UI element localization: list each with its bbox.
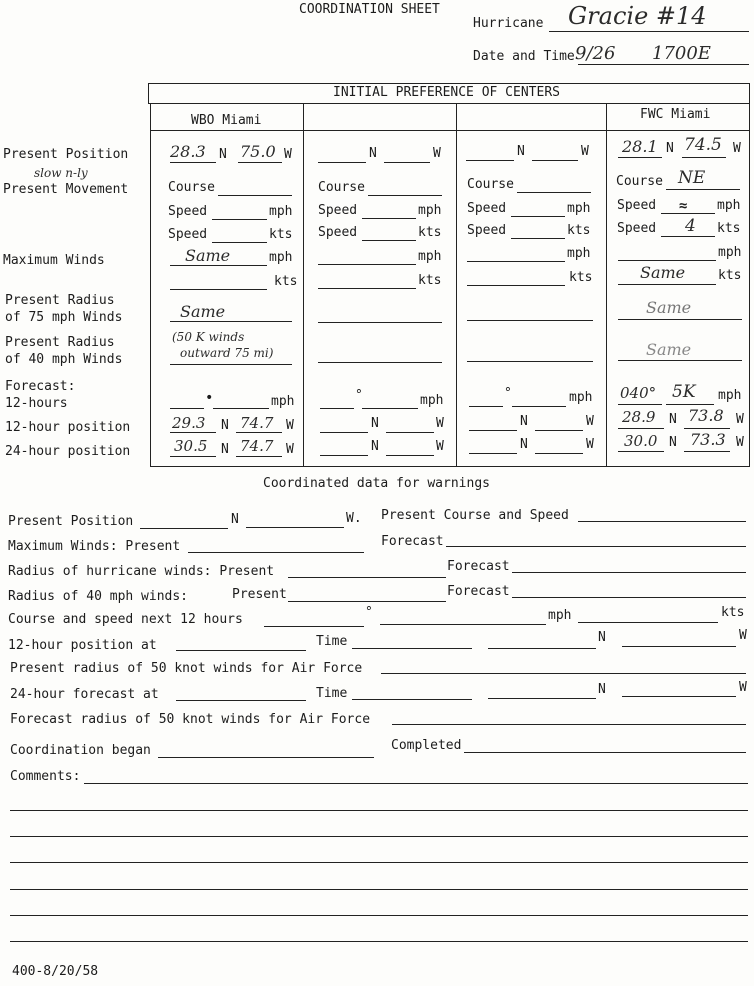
- coord-completed-field[interactable]: [464, 752, 746, 753]
- col2-w: W: [433, 146, 441, 161]
- fwc-maxwind-kts-field[interactable]: Same: [640, 263, 686, 282]
- fwc-mph-unit: mph: [717, 198, 741, 213]
- comments-line-3[interactable]: [10, 836, 748, 837]
- table-bottom-border: [150, 466, 750, 467]
- wbo-pos12-w: W: [286, 418, 294, 433]
- col2-pos24-lat-field[interactable]: [320, 455, 368, 456]
- table-left-border: [150, 103, 151, 467]
- coord-radius-hurricane-forecast-label: Forecast: [447, 559, 510, 574]
- hurricane-name-field[interactable]: Gracie #14: [568, 2, 707, 30]
- coord-course-12-dir-field[interactable]: [264, 626, 364, 627]
- fwc-fc-speed-line: [666, 404, 714, 405]
- col-header-wbo: WBO Miami: [191, 113, 262, 128]
- coord-fc-radius50-field[interactable]: [392, 724, 746, 725]
- label-radius40-line2: of 40 mph Winds: [5, 352, 123, 367]
- wbo-pos24-n: N: [221, 442, 229, 457]
- coord-fc24-n: N: [598, 682, 606, 697]
- coord-pos12-at-field[interactable]: [176, 650, 306, 651]
- table-top-border: [148, 83, 749, 84]
- coord-course-12-mph-field[interactable]: [380, 624, 546, 625]
- wbo-pos24-lon-line: [236, 456, 282, 457]
- wbo-pos12-lon[interactable]: 74.7: [240, 414, 274, 432]
- col2-pos12-lon-field[interactable]: [386, 432, 434, 433]
- col3-w: W: [581, 144, 589, 159]
- col2-maxwind-kts-unit: kts: [418, 273, 442, 288]
- movement-note: slow n-ly: [34, 166, 88, 180]
- coord-course-speed-label: Present Course and Speed: [381, 508, 569, 523]
- wbo-maxwind-mph-line: [170, 265, 267, 266]
- wbo-speed-kts-field[interactable]: [212, 242, 267, 243]
- col3-fc-dir-field[interactable]: [469, 406, 503, 407]
- wbo-mph-unit: mph: [269, 204, 293, 219]
- fwc-maxwind-mph-unit: mph: [718, 245, 742, 260]
- coord-fc24-label: 24-hour forecast at: [10, 687, 159, 702]
- col3-lat-field[interactable]: [466, 160, 514, 161]
- col3-speed-mph-label: Speed: [467, 201, 507, 216]
- table-col-divider-2: [456, 103, 457, 467]
- col3-pos12-lat-field[interactable]: [469, 430, 517, 431]
- col3-fc-mph-unit: mph: [569, 390, 593, 405]
- label-maximum-winds: Maximum Winds: [3, 253, 105, 268]
- col3-pos12-lon-field[interactable]: [535, 430, 583, 431]
- wbo-speed-mph-label: Speed: [168, 204, 208, 219]
- time-field[interactable]: 1700E: [652, 43, 711, 64]
- fwc-speed-mph-field[interactable]: [661, 213, 715, 214]
- col3-speed-mph-field[interactable]: [511, 216, 565, 217]
- coord-max-winds-label: Maximum Winds: Present: [8, 539, 181, 554]
- sheet-title: COORDINATION SHEET: [299, 2, 440, 17]
- coord-fc-radius50-label: Forecast radius of 50 knot winds for Air Force: [10, 712, 371, 727]
- col2-n: N: [369, 146, 377, 161]
- wbo-maxwind-kts-field[interactable]: [170, 289, 267, 290]
- col2-radius40-field[interactable]: [318, 362, 442, 363]
- col2-pos24-n: N: [371, 439, 379, 454]
- wbo-radius75-line: [170, 321, 292, 322]
- col2-course-label: Course: [318, 180, 365, 195]
- fwc-radius75-line: [618, 319, 742, 320]
- date-time-label: Date and Time: [473, 49, 575, 64]
- wbo-lat-line: [170, 162, 216, 163]
- col2-fc-dir-field[interactable]: [320, 408, 354, 409]
- col3-pos24-lon-field[interactable]: [535, 453, 583, 454]
- label-radius40-line1: Present Radius: [5, 335, 115, 350]
- wbo-lon-field[interactable]: 75.0: [240, 142, 276, 161]
- col3-maxwind-mph-unit: mph: [567, 246, 591, 261]
- col2-radius75-field[interactable]: [318, 322, 442, 323]
- fwc-radius40-field[interactable]: Same: [646, 340, 692, 359]
- wbo-pos12-lon-line: [236, 432, 282, 433]
- col2-pos12-lat-field[interactable]: [320, 432, 368, 433]
- wbo-kts-unit: kts: [269, 227, 293, 242]
- comments-line-6[interactable]: [10, 915, 748, 916]
- fwc-lat-field[interactable]: 28.1: [622, 137, 658, 156]
- col2-pos12-n: N: [371, 416, 379, 431]
- col3-n: N: [517, 144, 525, 159]
- wbo-fc-dir-field[interactable]: [170, 408, 204, 409]
- fwc-radius75-field[interactable]: Same: [646, 298, 692, 317]
- col3-lon-field[interactable]: [532, 160, 578, 161]
- coord-course-12-mph-unit: mph: [548, 608, 572, 623]
- coord-pos12-time-label: Time: [316, 634, 348, 649]
- wbo-lat-field[interactable]: 28.3: [170, 142, 206, 161]
- coord-pos12-label: 12-hour position at: [8, 638, 157, 653]
- fwc-pos24-w: W: [736, 435, 744, 450]
- comments-line-2[interactable]: [10, 810, 748, 811]
- col3-speed-kts-field[interactable]: [511, 238, 565, 239]
- col3-maxwind-kts-unit: kts: [569, 270, 593, 285]
- coord-radius40-present-label: Present: [232, 587, 287, 602]
- col2-maxwind-mph-unit: mph: [418, 249, 442, 264]
- coord-radius40-present-field[interactable]: [288, 601, 446, 602]
- fwc-pos24-lon-line: [684, 451, 730, 452]
- coord-present-position-label: Present Position: [8, 514, 134, 529]
- col2-speed-mph-field[interactable]: [362, 218, 416, 219]
- label-12-hour-position: 12-hour position: [5, 420, 131, 435]
- col3-speed-kts-label: Speed: [467, 223, 507, 238]
- coord-radius40-forecast-label: Forecast: [447, 584, 510, 599]
- coord-radius50-field[interactable]: [381, 673, 746, 674]
- col2-kts-unit: kts: [418, 225, 442, 240]
- coordinated-heading: Coordinated data for warnings: [263, 476, 490, 491]
- wbo-pos12-n: N: [221, 418, 229, 433]
- wbo-course-field[interactable]: [218, 195, 292, 196]
- col3-pos12-w: W: [586, 414, 594, 429]
- fwc-pos24-lat[interactable]: 30.0: [624, 432, 658, 450]
- wbo-radius40-field-line2[interactable]: outward 75 mi): [180, 346, 274, 360]
- coord-course-12-kts-field[interactable]: [578, 622, 718, 623]
- fwc-w: W: [733, 141, 741, 156]
- wbo-pos24-lat-line: [170, 456, 216, 457]
- date-field[interactable]: 9/26: [575, 43, 616, 64]
- col2-course-field[interactable]: [368, 195, 442, 196]
- wbo-pos24-w: W: [286, 442, 294, 457]
- col2-fc-mph-unit: mph: [420, 393, 444, 408]
- fwc-fc-speed-field[interactable]: 5K: [672, 382, 696, 402]
- coord-max-winds-forecast-field[interactable]: [446, 546, 746, 547]
- fwc-fc-dir-field[interactable]: 040°: [620, 384, 657, 402]
- hurricane-field-line: [549, 31, 749, 32]
- coord-pos-lat-field[interactable]: [140, 528, 228, 529]
- fwc-lat-line: [618, 157, 662, 158]
- col2-pos24-lon-field[interactable]: [386, 455, 434, 456]
- col2-pos12-w: W: [436, 416, 444, 431]
- coord-max-winds-forecast-label: Forecast: [381, 534, 444, 549]
- date-field-line: [578, 64, 749, 65]
- col2-lat-field[interactable]: [318, 162, 366, 163]
- coord-radius50-label: Present radius of 50 knot winds for Air Force: [10, 661, 363, 676]
- coord-course-speed-field[interactable]: [578, 521, 746, 522]
- fwc-course-line: [666, 189, 740, 190]
- col2-speed-kts-label: Speed: [318, 225, 358, 240]
- wbo-fc-speed-field[interactable]: [213, 408, 269, 409]
- hurricane-label: Hurricane: [473, 16, 544, 31]
- fwc-radius40-line: [618, 360, 742, 361]
- table-title: INITIAL PREFERENCE OF CENTERS: [333, 85, 560, 100]
- form-id: 400-8/20/58: [12, 964, 99, 979]
- col3-maxwind-kts-field[interactable]: [467, 285, 565, 286]
- fwc-lon-line: [682, 157, 726, 158]
- col2-maxwind-mph-field[interactable]: [318, 264, 416, 265]
- wbo-radius40-line: [170, 364, 292, 365]
- col3-radius40-field[interactable]: [467, 361, 593, 362]
- col3-pos12-n: N: [520, 414, 528, 429]
- coord-pos-w: W.: [346, 511, 362, 526]
- fwc-fc-mph-unit: mph: [718, 388, 742, 403]
- coord-pos12-lat-field[interactable]: [488, 648, 596, 649]
- wbo-fc-dot: •: [205, 390, 214, 406]
- coord-radius40-label: Radius of 40 mph winds:: [8, 589, 189, 604]
- coord-fc24-lat-field[interactable]: [488, 698, 596, 699]
- col-header-fwc: FWC Miami: [640, 107, 711, 122]
- fwc-kts-unit: kts: [717, 221, 741, 236]
- wbo-w: W: [284, 147, 292, 162]
- label-present-position: Present Position: [3, 147, 129, 162]
- table-left-border-top: [148, 83, 149, 104]
- wbo-fc-mph-unit: mph: [271, 394, 295, 409]
- coord-pos12-time-field[interactable]: [352, 648, 472, 649]
- coord-course-speed-12-label: Course and speed next 12 hours: [8, 612, 243, 627]
- coord-began-label: Coordination began: [10, 743, 151, 758]
- table-col-divider-3: [606, 103, 607, 467]
- fwc-speed-scribble: ≈: [679, 198, 688, 214]
- wbo-speed-kts-label: Speed: [168, 227, 208, 242]
- coord-pos12-n: N: [598, 630, 606, 645]
- comments-label: Comments:: [10, 769, 81, 784]
- col2-lon-field[interactable]: [384, 162, 430, 163]
- coord-fc24-w: W: [739, 680, 747, 695]
- wbo-radius40-field-line1[interactable]: (50 K winds: [172, 330, 245, 344]
- wbo-speed-mph-field[interactable]: [212, 219, 267, 220]
- col3-mph-unit: mph: [567, 201, 591, 216]
- table-right-border: [749, 83, 750, 467]
- fwc-n: N: [666, 141, 674, 156]
- col3-fc-deg: °: [504, 386, 512, 401]
- col2-speed-kts-field[interactable]: [362, 240, 416, 241]
- table-title-divider: [148, 103, 749, 104]
- wbo-course-label: Course: [168, 180, 215, 195]
- label-radius75-line1: Present Radius: [5, 293, 115, 308]
- comments-line-4[interactable]: [10, 862, 748, 863]
- coord-radius40-forecast-field[interactable]: [512, 597, 746, 598]
- fwc-course-field[interactable]: NE: [678, 168, 706, 188]
- coord-radius-hurricane-forecast-field[interactable]: [512, 572, 746, 573]
- comments-line-7[interactable]: [10, 941, 748, 942]
- col3-pos24-n: N: [520, 437, 528, 452]
- fwc-speed-kts-field[interactable]: 4: [685, 216, 696, 236]
- coord-fc24-time-field[interactable]: [352, 699, 472, 700]
- wbo-pos24-lon[interactable]: 74.7: [240, 437, 274, 455]
- coord-pos12-lon-field[interactable]: [622, 646, 736, 647]
- fwc-maxwind-kts-unit: kts: [718, 268, 742, 283]
- col3-maxwind-mph-field[interactable]: [467, 261, 565, 262]
- wbo-maxwind-mph-unit: mph: [269, 250, 293, 265]
- col2-fc-deg: °: [355, 388, 363, 403]
- fwc-pos12-lon[interactable]: 73.8: [688, 406, 724, 425]
- coord-fc24-at-field[interactable]: [176, 700, 306, 701]
- fwc-pos12-n: N: [669, 412, 677, 427]
- coord-fc24-time-label: Time: [316, 686, 348, 701]
- fwc-pos12-lon-line: [684, 428, 730, 429]
- coord-radius-hurricane-present-field[interactable]: [288, 577, 446, 578]
- wbo-pos12-lat-line: [170, 432, 216, 433]
- wbo-pos12-lat[interactable]: 29.3: [172, 414, 206, 432]
- col3-course-field[interactable]: [517, 192, 591, 193]
- fwc-lon-field[interactable]: 74.5: [684, 135, 722, 155]
- comments-line-1[interactable]: [84, 783, 748, 784]
- wbo-n: N: [219, 147, 227, 162]
- fwc-pos12-lat-line: [618, 428, 664, 429]
- fwc-fc-dir-line: [618, 404, 662, 405]
- fwc-pos12-w: W: [736, 412, 744, 427]
- col3-radius75-field[interactable]: [467, 320, 593, 321]
- fwc-speed-kts-label: Speed: [617, 221, 657, 236]
- fwc-speed-mph-label: Speed: [617, 198, 657, 213]
- table-col-divider-1: [303, 103, 304, 467]
- fwc-pos12-lat[interactable]: 28.9: [622, 408, 656, 426]
- coord-max-winds-present-field[interactable]: [188, 552, 364, 553]
- coord-course-12-kts-unit: kts: [721, 605, 745, 620]
- col3-pos24-w: W: [586, 437, 594, 452]
- coord-began-field[interactable]: [158, 757, 374, 758]
- col3-pos24-lat-field[interactable]: [469, 453, 517, 454]
- wbo-radius75-field[interactable]: Same: [180, 302, 226, 321]
- fwc-maxwind-kts-line: [618, 284, 716, 285]
- col3-course-label: Course: [467, 177, 514, 192]
- coord-completed-label: Completed: [391, 738, 462, 753]
- wbo-maxwind-kts-unit: kts: [274, 274, 298, 289]
- label-present-movement: Present Movement: [3, 182, 129, 197]
- col2-speed-mph-label: Speed: [318, 203, 358, 218]
- wbo-lon-line: [238, 162, 282, 163]
- fwc-pos24-n: N: [669, 435, 677, 450]
- fwc-maxwind-mph-field[interactable]: [618, 260, 716, 261]
- comments-line-5[interactable]: [10, 889, 748, 890]
- wbo-max-winds-field[interactable]: Same: [185, 246, 231, 265]
- col3-kts-unit: kts: [567, 223, 591, 238]
- fwc-course-label: Course: [616, 174, 663, 189]
- table-header-divider: [150, 130, 749, 131]
- coord-radius-hurricane-label: Radius of hurricane winds: Present: [8, 564, 275, 579]
- coord-pos-lon-field[interactable]: [246, 527, 344, 528]
- coord-course-12-deg: °: [365, 605, 373, 620]
- label-radius75-line2: of 75 mph Winds: [5, 310, 123, 325]
- coord-pos12-w: W: [739, 628, 747, 643]
- col2-maxwind-kts-field[interactable]: [318, 288, 416, 289]
- col2-mph-unit: mph: [418, 203, 442, 218]
- wbo-pos24-lat[interactable]: 30.5: [174, 437, 208, 455]
- label-forecast-12: 12-hours: [5, 396, 68, 411]
- fwc-speed-kts-line: [661, 236, 715, 237]
- coord-fc24-lon-field[interactable]: [622, 696, 736, 697]
- coord-pos-n: N: [231, 512, 239, 527]
- label-24-hour-position: 24-hour position: [5, 444, 131, 459]
- col2-fc-speed-field[interactable]: [362, 408, 418, 409]
- label-forecast: Forecast:: [5, 379, 76, 394]
- col2-pos24-w: W: [436, 439, 444, 454]
- fwc-pos24-lat-line: [618, 451, 664, 452]
- col3-fc-speed-field[interactable]: [512, 406, 566, 407]
- fwc-pos24-lon[interactable]: 73.3: [690, 430, 726, 449]
